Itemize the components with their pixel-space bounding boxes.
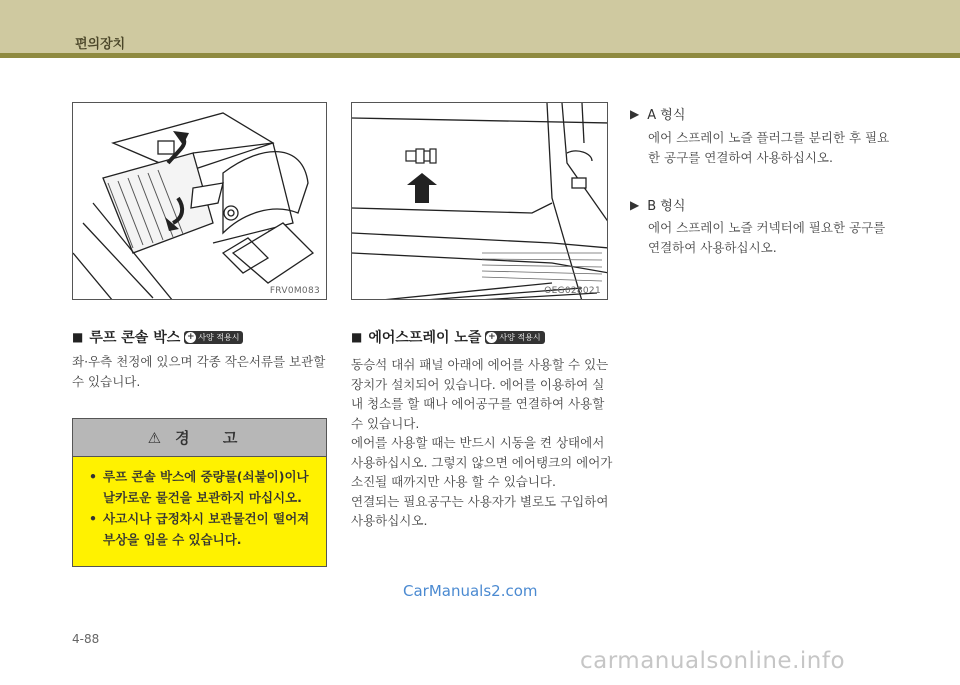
- page-header: [0, 0, 960, 53]
- warning-title: 경 고: [175, 429, 252, 447]
- heading-text: 에어스프레이 노즐: [368, 330, 482, 346]
- warning-item: • 루프 콘솔 박스에 중량물(쇠붙이)이나 날카로운 물건을 보관하지 마십시오.: [87, 466, 316, 508]
- square-bullet-icon: ■: [351, 330, 363, 344]
- figure-code: OEG028021: [544, 286, 601, 296]
- air-nozzle-text: 동승석 대쉬 패널 아래에 에어를 사용할 수 있는 장치가 설치되어 있습니다. 에어를 이용하여 실 내 청소를 할 때나 에어공구를 연결하여 사용할 수 있습니다. 에어를 사용할 때는 반드시 시동을 켠 상태에서 사용하십시오. 그렇지 않으면 에어탱크의 에어가 소진될 때까지만 사용 할 수 있습니다. 연결되는 필요공구는 사용자가 별로도 구입하여 사용하십시오.: [351, 357, 613, 528]
- heading-text: 루프 콘솔 박스: [89, 330, 181, 346]
- type-b-label: ▶ B 형식: [630, 197, 686, 214]
- triangle-right-icon: ▶: [630, 106, 640, 121]
- type-a-text: 에어 스프레이 노즐 플러그를 분리한 후 필요 한 공구를 연결하여 사용하십시오.: [648, 130, 890, 165]
- air-nozzle-illustration: [352, 103, 608, 300]
- page-number: 4-88: [72, 632, 100, 646]
- square-bullet-icon: ■: [72, 330, 84, 344]
- figure-code: FRV0M083: [269, 286, 320, 296]
- warning-triangle-icon: ⚠: [147, 428, 162, 447]
- air-nozzle-heading: [351, 327, 545, 347]
- roof-console-text: 좌·우측 천정에 있으며 각종 작은서류를 보관할 수 있습니다.: [72, 354, 326, 389]
- air-nozzle-figure: [351, 102, 608, 300]
- roof-console-illustration: [73, 103, 327, 300]
- header-rule: [0, 53, 960, 58]
- warning-header: [73, 419, 326, 457]
- watermark-carmanuals2: CarManuals2.com: [403, 582, 538, 600]
- option-badge: + 사양 적용시: [184, 331, 243, 344]
- roof-console-figure: [72, 102, 327, 300]
- option-badge: + 사양 적용시: [485, 331, 544, 344]
- roof-console-heading: [72, 327, 243, 347]
- plus-icon: +: [186, 331, 195, 342]
- warning-box: [72, 418, 327, 567]
- triangle-right-icon: ▶: [630, 197, 640, 212]
- warning-list: [73, 457, 326, 550]
- type-a-label: ▶ A 형식: [630, 106, 686, 123]
- plus-icon: +: [488, 331, 496, 342]
- type-b-text: 에어 스프레이 노즐 커넥터에 필요한 공구를 연결하여 사용하십시오.: [648, 220, 886, 255]
- section-title: 편의장치: [75, 37, 126, 52]
- warning-item: • 사고시나 급정차시 보관물건이 떨어져 부상을 입을 수 있습니다.: [87, 508, 316, 550]
- watermark-carmanualsonline: carmanualsonline.info: [580, 648, 846, 674]
